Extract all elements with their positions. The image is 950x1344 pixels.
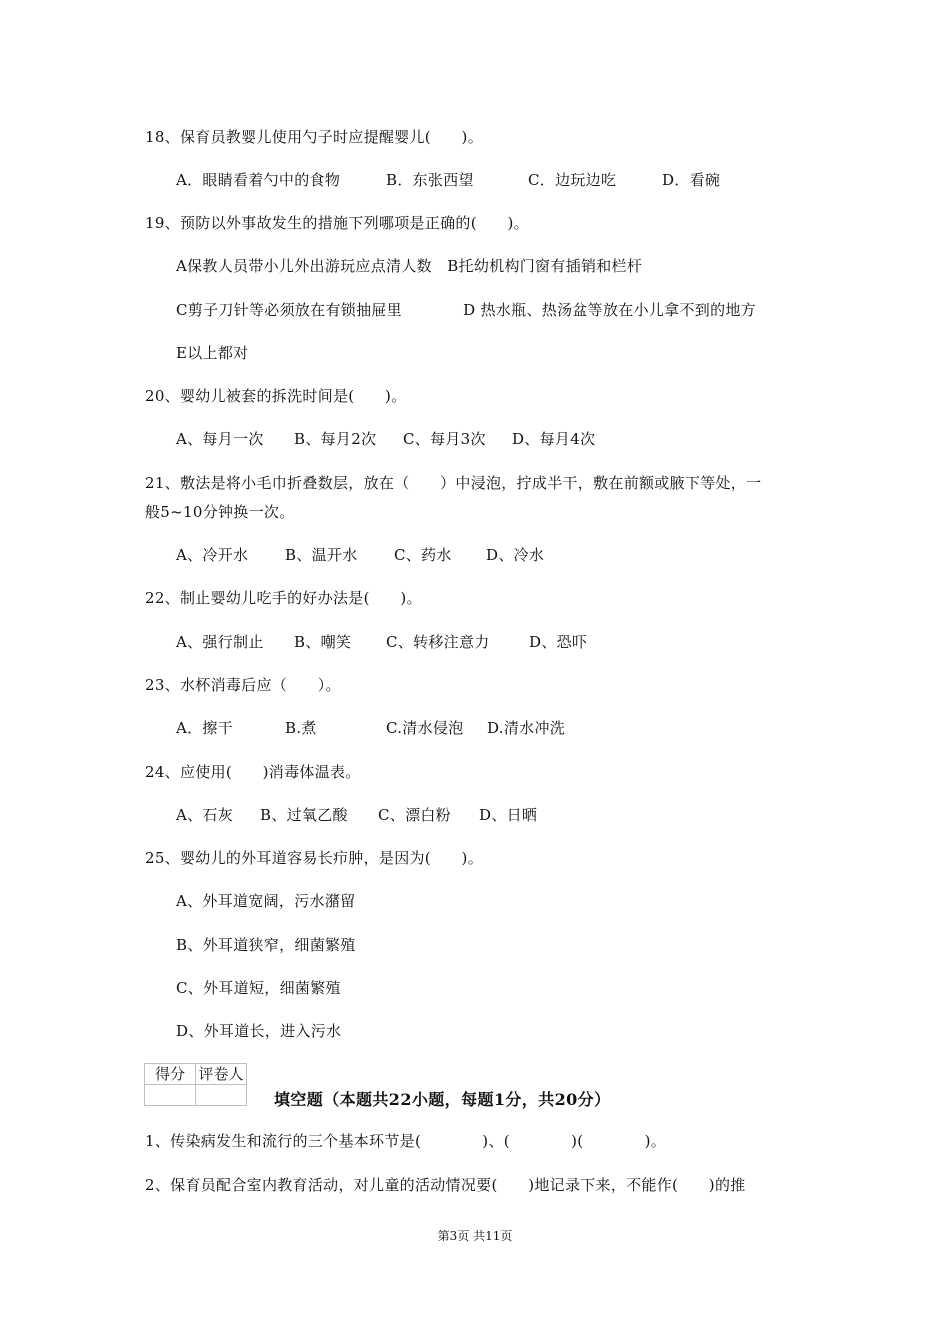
question-25: 25、婴幼儿的外耳道容易长疖肿，是因为( )。: [145, 849, 483, 867]
question-24-options: [176, 805, 537, 825]
question-23: 23、水杯消毒后应（ ）。: [145, 676, 341, 694]
option-a: A、冷开水: [176, 546, 249, 564]
score-cell[interactable]: [145, 1085, 196, 1106]
option-b: B、每月2次: [294, 430, 377, 448]
option-c: C、药水: [394, 546, 452, 564]
question-22-options: [176, 632, 587, 652]
score-header-label: 得分: [145, 1064, 196, 1085]
score-table-input-row: [145, 1085, 247, 1106]
option-d: D．看碗: [662, 171, 721, 189]
option-c: C、每月3次: [403, 430, 486, 448]
question-21-options: [176, 545, 544, 565]
option-b: B、温开水: [285, 546, 358, 564]
option-b: B．东张西望: [386, 171, 474, 189]
option-b: B、过氧乙酸: [260, 806, 348, 824]
question-25-option-c: C、外耳道短，细菌繁殖: [176, 979, 341, 997]
question-25-option-a: A、外耳道宽阔，污水潴留: [176, 892, 356, 910]
option-c: C．边玩边吃: [528, 171, 617, 189]
option-a: A．擦干: [176, 719, 234, 737]
question-19-line-3: E以上都对: [176, 344, 249, 362]
question-20: 20、婴幼儿被套的拆洗时间是( )。: [145, 387, 407, 405]
fill-question-1: 1、传染病发生和流行的三个基本环节是( )、( )( )。: [145, 1132, 667, 1150]
option-d: D、每月4次: [512, 430, 596, 448]
question-22: 22、制止婴幼儿吃手的好办法是( )。: [145, 589, 422, 607]
option-a: A、石灰: [176, 806, 234, 824]
question-23-options: [176, 718, 565, 738]
question-25-option-b: B、外耳道狭窄，细菌繁殖: [176, 936, 356, 954]
option-d: D.清水冲洗: [487, 719, 566, 737]
option-d: D、冷水: [486, 546, 545, 564]
question-20-options: [176, 429, 595, 449]
option-b: B、嘲笑: [294, 633, 352, 651]
option-a: A、强行制止: [176, 633, 264, 651]
option-a: A、每月一次: [176, 430, 264, 448]
option-c: C.清水侵泡: [386, 719, 464, 737]
grader-header-label: 评卷人: [196, 1064, 247, 1085]
question-19-line-2: C剪子刀针等必须放在有锁抽屉里 D 热水瓶、热汤盆等放在小儿拿不到的地方: [176, 301, 756, 319]
score-table: [144, 1063, 247, 1106]
option-d: D、恐吓: [529, 633, 588, 651]
question-24: 24、应使用( )消毒体温表。: [145, 763, 361, 781]
option-a: A．眼睛看着勺中的食物: [176, 171, 341, 189]
section-title: 填空题（本题共22小题，每题1分，共20分）: [274, 1090, 611, 1109]
question-18: 18、保育员教婴儿使用勺子时应提醒婴儿( )。: [145, 128, 483, 146]
option-b: B.煮: [285, 719, 317, 737]
option-c: C、漂白粉: [378, 806, 451, 824]
question-19: 19、预防以外事故发生的措施下列哪项是正确的( )。: [145, 214, 529, 232]
question-25-option-d: D、外耳道长，进入污水: [176, 1022, 342, 1040]
question-21-continued: 般5~10分钟换一次。: [145, 503, 295, 521]
option-d: D、日晒: [479, 806, 538, 824]
score-table-header-row: [145, 1064, 247, 1085]
question-18-options: [176, 170, 720, 190]
question-19-line-1: A保教人员带小儿外出游玩应点清人数 B托幼机构门窗有插销和栏杆: [176, 257, 643, 275]
option-c: C、转移注意力: [386, 633, 490, 651]
grader-cell[interactable]: [196, 1085, 247, 1106]
page-footer: 第3页 共11页: [437, 1229, 513, 1243]
question-21: 21、敷法是将小毛巾折叠数层，放在（ ）中浸泡，拧成半干，敷在前额或腋下等处，一: [145, 474, 762, 492]
fill-question-2: 2、保育员配合室内教育活动，对儿童的活动情况要( )地记录下来，不能作( )的推: [145, 1176, 746, 1194]
